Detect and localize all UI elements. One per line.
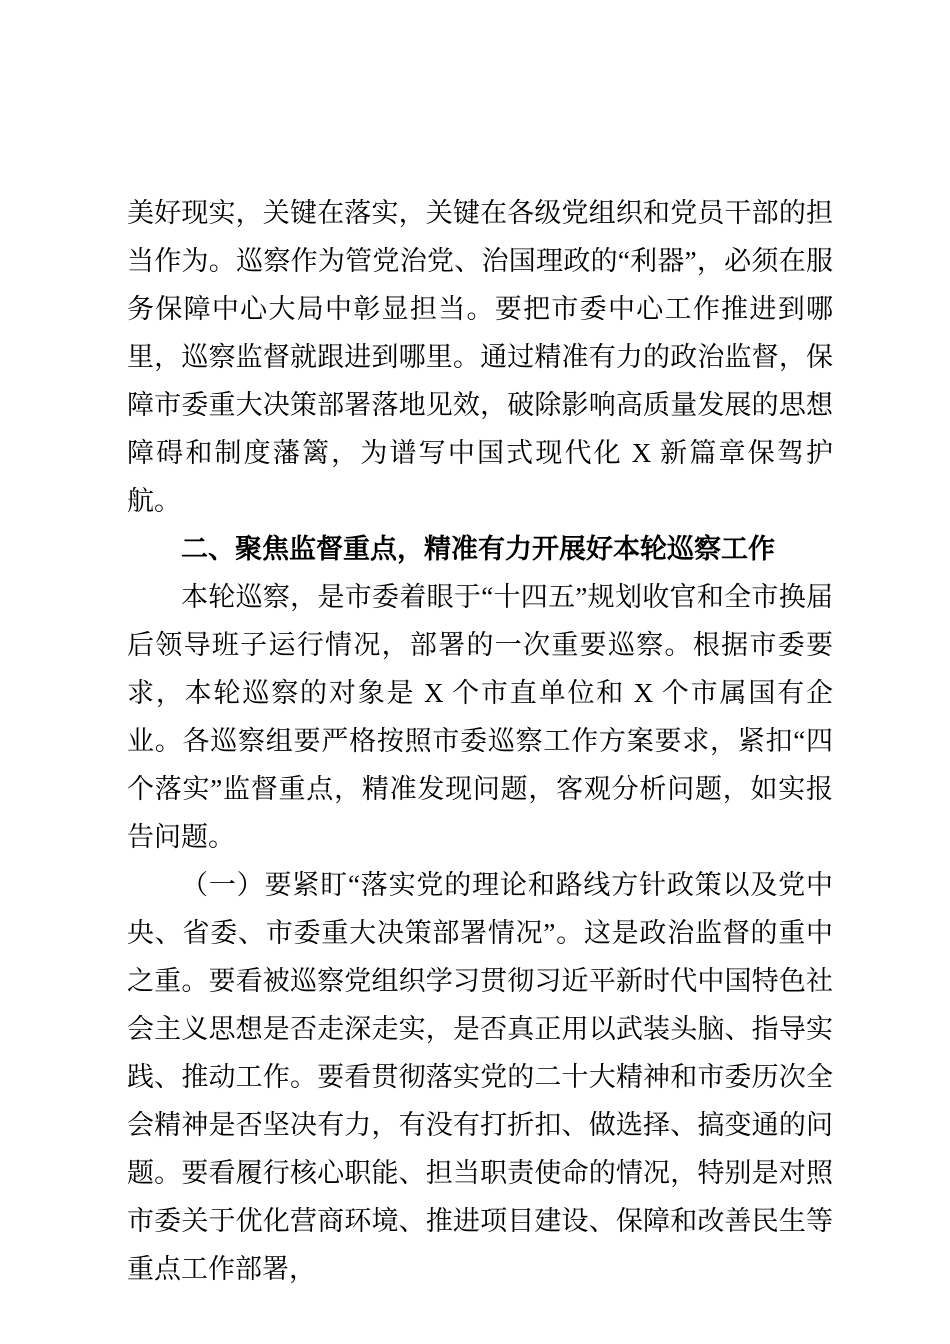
body-paragraph: 美好现实，关键在落实，关键在各级党组织和党员干部的担当作为。巡察作为管党治党、治国理政的“利器”，必须在服务保障中心大局中彰显担当。要把市委中心工作推进到哪里，巡察监督就跟进到哪里。通过精准有力的政治监督，保障市委重大决策部署落地见效，破除影响高质量发展的思想障碍和制度藩篱，为谱写中国式现代化 X 新篇章保驾护航。 [127,198,833,516]
document-body [127,189,833,1293]
section-heading: 二、聚焦监督重点，精准有力开展好本轮巡察工作 [181,534,775,564]
body-paragraph: （一）要紧盯“落实党的理论和路线方针政策以及党中央、省委、市委重大决策部署情况”。这是政治监督的重中之重。要看被巡察党组织学习贯彻习近平新时代中国特色社会主义思想是否走深走实，是否真正用以武装头脑、指导实践、推动工作。要看贯彻落实党的二十大精神和市委历次全会精神是否坚决有力，有没有打折扣、做选择、搞变通的问题。要看履行核心职能、担当职责使命的情况，特别是对照市委关于优化营商环境、推进项目建设、保障和改善民生等重点工作部署， [127,870,833,1284]
body-paragraph: 本轮巡察，是市委着眼于“十四五”规划收官和全市换届后领导班子运行情况，部署的一次重要巡察。根据市委要求，本轮巡察的对象是 X 个市直单位和 X 个市属国有企业。各巡察组要严格按照市委巡察工作方案要求，紧扣“四个落实”监督重点，精准发现问题，客观分析问题，如实报告问题。 [127,582,833,852]
